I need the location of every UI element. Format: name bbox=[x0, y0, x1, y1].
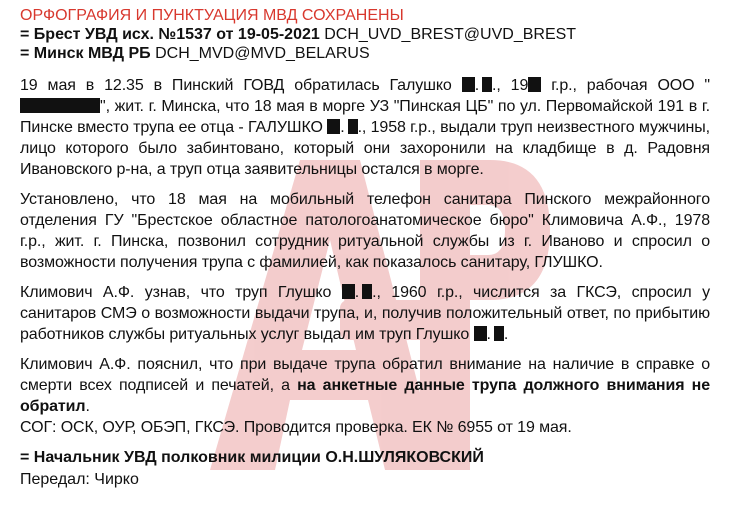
header-title: ОРФОГРАФИЯ И ПУНКТУАЦИЯ МВД СОХРАНЕНЫ bbox=[20, 7, 404, 24]
p1-text-e: ., 1958 г.р., выдали труп неизвестного мужчины, лицо которого было забинтовано, который они захоронили на кладбище в д. Радовня Ивановского р-на, а труп отца заявительницы остался в морге. bbox=[20, 119, 711, 178]
p3-text-a: Климович А.Ф. узнав, что труп Глушко bbox=[20, 284, 342, 301]
telegram-document bbox=[20, 6, 710, 489]
paragraph-5: СОГ: ОСК, ОУР, ОБЭП, ГКСЭ. Проводится проверка. ЕК № 6955 от 19 мая. bbox=[20, 419, 572, 436]
redaction-block: . bbox=[327, 117, 357, 138]
paragraph-2: Установлено, что 18 мая на мобильный телефон санитара Пинского межрайонного отделения ГУ "Брестское областное патологоанатомическое бюро" Климовича А.Ф., 1978 г.р., жит. г. Пинска, позвонил сотрудник ритуальной службы из г. Иваново и спросил о возможности получения трупа с фамилией, как показалось санитару, ГЛУШКО. bbox=[20, 191, 710, 271]
p3-text-c: . bbox=[503, 326, 509, 343]
paragraph-4 bbox=[20, 354, 710, 417]
p1-text-b: ., 19 bbox=[492, 77, 529, 94]
sender-line: Передал: Чирко bbox=[20, 471, 139, 488]
header-to-address: DCH_MVD@MVD_BELARUS bbox=[150, 45, 370, 62]
p1-text-d: ", жит. г. Минска, что 18 мая в морге УЗ "Пинская ЦБ" по ул. Первомайской 191 в г. Пинске вместо трупа ее отца - ГАЛУШКО bbox=[20, 98, 710, 136]
header-to-bold: = Минск МВД РБ bbox=[20, 45, 151, 62]
redaction-block bbox=[20, 98, 100, 113]
signature-line: = Начальник УВД полковник милиции О.Н.ШУЛЯКОВСКИЙ bbox=[20, 449, 484, 466]
redaction-block bbox=[528, 77, 541, 92]
p1-text-a: 19 мая в 12.35 в Пинский ГОВД обратилась Галушко bbox=[20, 77, 462, 94]
p3-text-b: ., 1960 г.р., числится за ГКСЭ, спросил у санитаров СМЭ о возможности выдачи трупа, и, получив положительный ответ, по прибытию работников службы ритуальных услуг выдал им труп Глушко bbox=[20, 284, 711, 343]
p1-text-c: г.р., рабочая ООО " bbox=[541, 77, 710, 94]
p4-text-bold: на анкетные данные трупа должного внимания не обратил bbox=[20, 377, 710, 415]
header-from bbox=[20, 25, 710, 44]
redaction-block: . bbox=[342, 282, 372, 303]
redaction-block: . bbox=[462, 75, 492, 96]
paragraph-3 bbox=[20, 282, 710, 345]
paragraph-1 bbox=[20, 75, 710, 180]
p4-text-a: Климович А.Ф. пояснил, что при выдаче трупа обратил внимание на наличие в справке о смерти всех подписей и печатей, а bbox=[20, 356, 710, 394]
header-from-address: DCH_UVD_BREST@UVD_BREST bbox=[319, 26, 577, 43]
header-to bbox=[20, 44, 710, 63]
header-from-bold: = Брест УВД исх. №1537 от 19-05-2021 bbox=[20, 26, 320, 43]
p4-text-c: . bbox=[85, 398, 90, 415]
redaction-block: . bbox=[474, 324, 504, 345]
